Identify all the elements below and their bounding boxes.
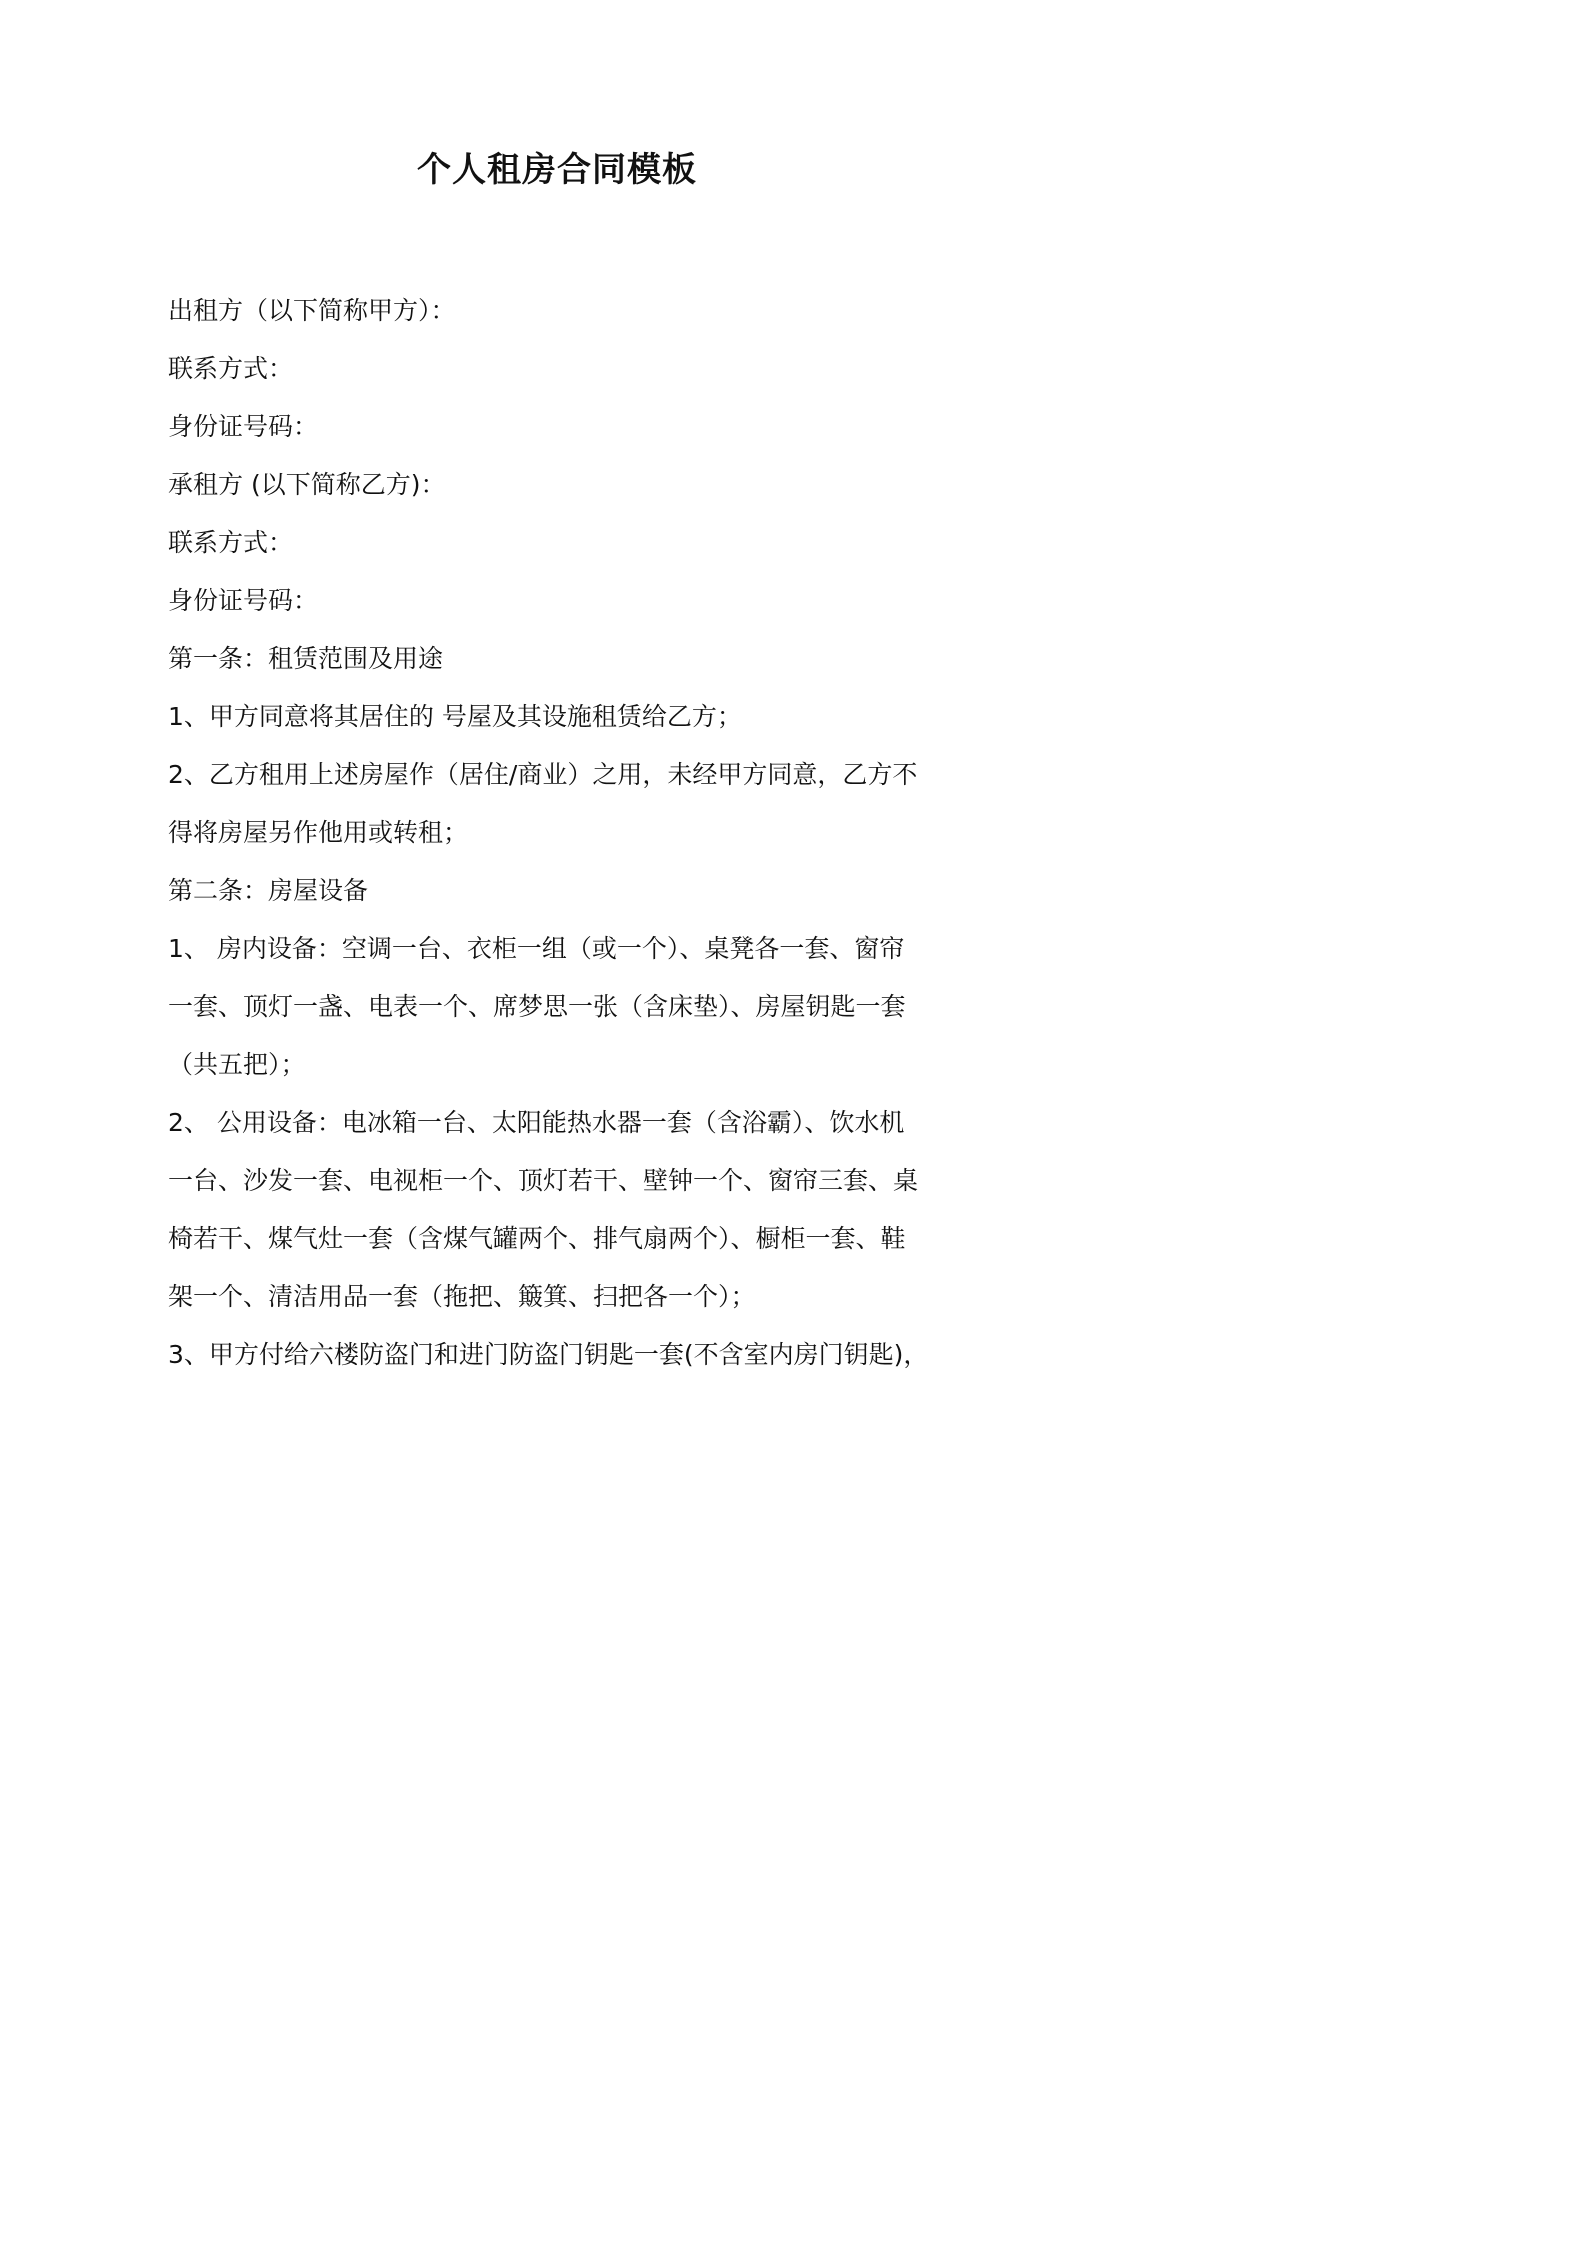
article-1-item-2-line-2: 得将房屋另作他用或转租； — [168, 818, 469, 847]
article-2-item-2-line-1: 2、 公用设备：电冰箱一台、太阳能热水器一套（含浴霸）、饮水机 — [168, 1108, 905, 1137]
article-2-item-1-line-3: （共五把）； — [168, 1050, 306, 1079]
party-a-contact-line: 联系方式： — [168, 354, 294, 383]
article-2-item-2-line-3: 椅若干、煤气灶一套（含煤气罐两个、排气扇两个）、橱柜一套、鞋 — [168, 1224, 906, 1253]
article-1-heading: 第一条：租赁范围及用途 — [168, 644, 444, 673]
article-2-item-2-line-2: 一台、沙发一套、电视柜一个、顶灯若干、壁钟一个、窗帘三套、桌 — [168, 1166, 919, 1195]
party-b-id-line: 身份证号码： — [168, 586, 319, 615]
party-b-line: 承租方 (以下简称乙方)： — [168, 470, 446, 499]
document-body — [168, 282, 968, 1384]
article-1-item-2-line-1: 2、乙方租用上述房屋作（居住/商业）之用，未经甲方同意，乙方不 — [168, 760, 918, 789]
document-title: 个人租房合同模板 — [417, 150, 697, 190]
party-a-id-line: 身份证号码： — [168, 412, 319, 441]
article-2-item-3-line-1: 3、甲方付给六楼防盗门和进门防盗门钥匙一套(不含室内房门钥匙)， — [168, 1340, 929, 1369]
document-page — [0, 0, 1114, 1576]
party-b-contact-line: 联系方式： — [168, 528, 294, 557]
article-2-item-1-line-2: 一套、顶灯一盏、电表一个、席梦思一张（含床垫）、房屋钥匙一套 — [168, 992, 906, 1021]
article-2-heading: 第二条：房屋设备 — [168, 876, 369, 905]
article-1-item-1: 1、甲方同意将其居住的 号屋及其设施租赁给乙方； — [168, 702, 742, 731]
party-a-line: 出租方（以下简称甲方）： — [168, 296, 456, 325]
article-2-item-2-line-4: 架一个、清洁用品一套（拖把、簸箕、扫把各一个）； — [168, 1282, 756, 1311]
article-2-item-1-line-1: 1、 房内设备：空调一台、衣柜一组（或一个）、桌凳各一套、窗帘 — [168, 934, 905, 963]
